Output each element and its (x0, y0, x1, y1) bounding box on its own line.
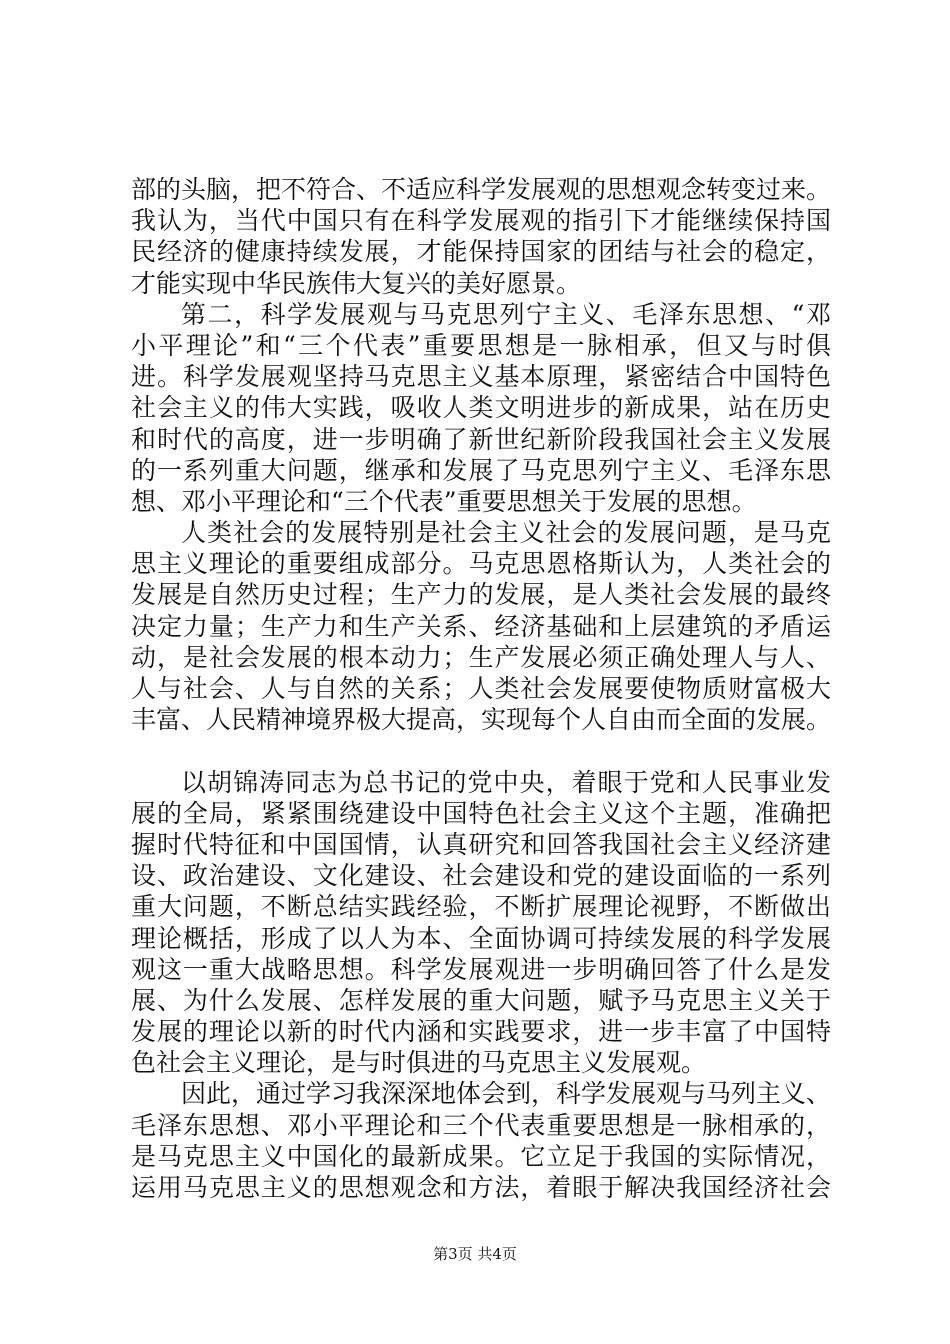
text-line: 运用马克思主义的思想观念和方法，着眼于解决我国经济社会 (131, 1173, 831, 1202)
text-line: 理论概括，形成了以人为本、全面协调可持续发展的科学发展 (131, 923, 831, 953)
text-line: 决定力量；生产力和生产关系、经济基础和上层建筑的矛盾运 (131, 611, 831, 641)
text-line: 发展是自然历史过程；生产力的发展，是人类社会发展的最终 (131, 580, 831, 610)
text-line: 是马克思主义中国化的最新成果。它立足于我国的实际情况， (131, 1141, 831, 1171)
text-line: 毛泽东思想、邓小平理论和三个代表重要思想是一脉相承的， (131, 1110, 831, 1140)
paragraph (131, 517, 831, 735)
paragraph (131, 767, 831, 1079)
text-line: 想、邓小平理论和“三个代表”重要思想关于发展的思想。 (131, 486, 757, 516)
text-line: 第二，科学发展观与马克思列宁主义、毛泽东思想、“邓 (181, 299, 831, 329)
text-line: 才能实现中华民族伟大复兴的美好愿景。 (131, 268, 582, 298)
text-line: 民经济的健康持续发展，才能保持国家的团结与社会的稳定， (131, 237, 831, 267)
text-line: 小平理论”和“三个代表”重要思想是一脉相承，但又与时俱 (131, 330, 831, 360)
text-line: 动，是社会发展的根本动力；生产发展必须正确处理人与人、 (131, 642, 831, 672)
text-line: 发展的理论以新的时代内涵和实践要求，进一步丰富了中国特 (131, 1017, 831, 1047)
text-line: 进。科学发展观坚持马克思主义基本原理，紧密结合中国特色 (131, 362, 831, 392)
text-line: 人类社会的发展特别是社会主义社会的发展问题，是马克 (181, 518, 831, 548)
text-line: 我认为，当代中国只有在科学发展观的指引下才能继续保持国 (131, 206, 831, 236)
paragraph (131, 174, 831, 299)
text-line: 设、政治建设、文化建设、社会建设和党的建设面临的一系列 (131, 861, 831, 891)
page-number-footer: 第3页 共4页 (433, 1245, 517, 1263)
paragraph-spacer (131, 735, 831, 766)
text-line: 色社会主义理论，是与时俱进的马克思主义发展观。 (131, 1048, 707, 1078)
document-body (131, 174, 831, 1203)
paragraph (131, 299, 831, 517)
text-line: 社会主义的伟大实践，吸收人类文明进步的新成果，站在历史 (131, 393, 831, 423)
text-line: 思主义理论的重要组成部分。马克思恩格斯认为，人类社会的 (131, 549, 831, 579)
paragraph (131, 1078, 831, 1203)
text-line: 观这一重大战略思想。科学发展观进一步明确回答了什么是发 (131, 954, 831, 984)
text-line: 握时代特征和中国国情，认真研究和回答我国社会主义经济建 (131, 829, 831, 859)
text-line: 人与社会、人与自然的关系；人类社会发展要使物质财富极大 (131, 674, 831, 703)
text-line: 部的头脑，把不符合、不适应科学发展观的思想观念转变过来。 (131, 175, 832, 204)
text-line: 展的全局，紧紧围绕建设中国特色社会主义这个主题，准确把 (131, 798, 831, 828)
text-line: 和时代的高度，进一步明确了新世纪新阶段我国社会主义发展 (131, 424, 831, 454)
text-line: 的一系列重大问题，继承和发展了马克思列宁主义、毛泽东思 (131, 455, 831, 485)
text-line: 因此，通过学习我深深地体会到，科学发展观与马列主义、 (181, 1079, 832, 1109)
text-line: 以胡锦涛同志为总书记的党中央，着眼于党和人民事业发 (181, 767, 831, 797)
text-line: 展、为什么发展、怎样发展的重大问题，赋予马克思主义关于 (131, 985, 831, 1015)
text-line: 重大问题，不断总结实践经验，不断扩展理论视野，不断做出 (131, 892, 831, 922)
text-line: 丰富、人民精神境界极大提高，实现每个人自由而全面的发展。 (131, 705, 832, 735)
